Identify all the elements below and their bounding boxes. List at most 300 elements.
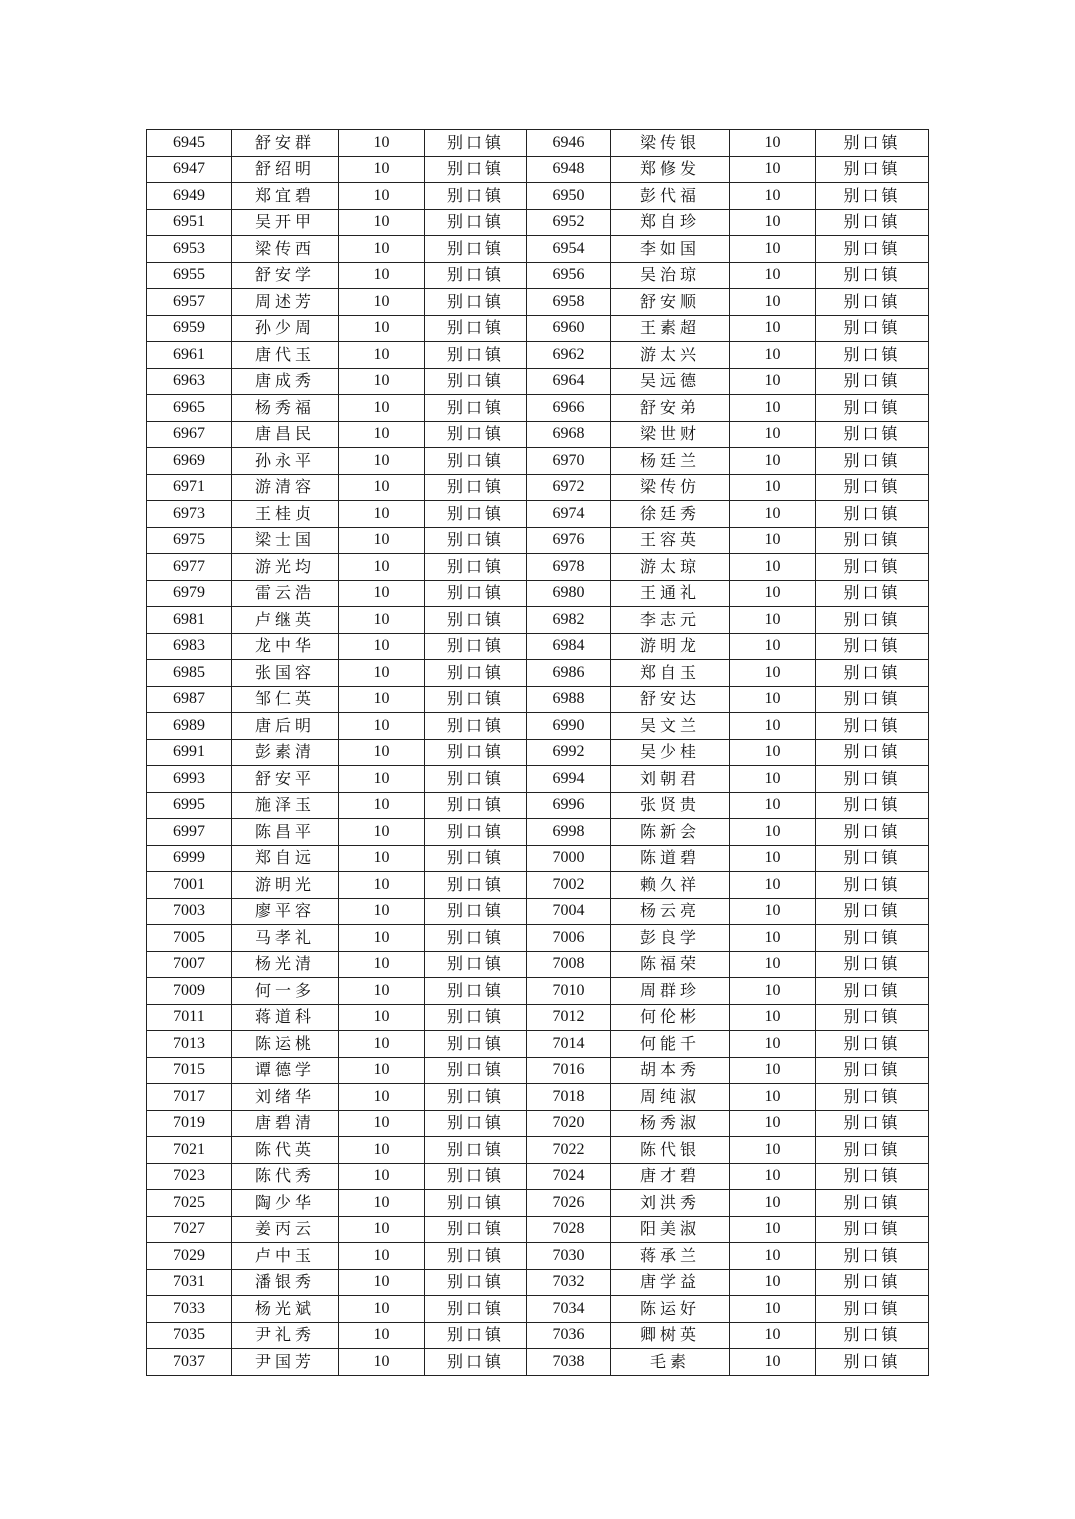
right-person-name-cell: 郑自玉 (611, 660, 730, 687)
left-person-name-cell: 蒋道科 (232, 1004, 339, 1031)
right-town-cell: 别口镇 (816, 1243, 929, 1270)
right-person-name-cell: 蒋承兰 (611, 1243, 730, 1270)
right-person-name-cell: 赖久祥 (611, 872, 730, 899)
table-row (147, 1296, 929, 1323)
left-person-name-cell: 杨秀福 (232, 395, 339, 422)
right-amount-cell: 10 (730, 607, 816, 634)
right-serial-number-cell: 6980 (527, 580, 611, 607)
table-row (147, 739, 929, 766)
left-amount-cell: 10 (339, 1031, 425, 1058)
right-person-name-cell: 陈福荣 (611, 951, 730, 978)
right-town-cell: 别口镇 (816, 342, 929, 369)
table-row (147, 262, 929, 289)
left-person-name-cell: 舒安学 (232, 262, 339, 289)
left-person-name-cell: 彭素清 (232, 739, 339, 766)
right-town-cell: 别口镇 (816, 739, 929, 766)
left-town-cell: 别口镇 (425, 183, 527, 210)
left-serial-number-cell: 7017 (147, 1084, 232, 1111)
left-person-name-cell: 谭德学 (232, 1057, 339, 1084)
right-amount-cell: 10 (730, 925, 816, 952)
left-serial-number-cell: 6969 (147, 448, 232, 475)
right-town-cell: 别口镇 (816, 580, 929, 607)
right-town-cell: 别口镇 (816, 395, 929, 422)
right-town-cell: 别口镇 (816, 1084, 929, 1111)
right-person-name-cell: 唐才碧 (611, 1163, 730, 1190)
right-person-name-cell: 张贤贵 (611, 792, 730, 819)
table-row (147, 819, 929, 846)
table-row (147, 501, 929, 528)
left-person-name-cell: 刘绪华 (232, 1084, 339, 1111)
right-person-name-cell: 周纯淑 (611, 1084, 730, 1111)
table-row (147, 1084, 929, 1111)
right-person-name-cell: 梁传银 (611, 130, 730, 157)
right-town-cell: 别口镇 (816, 130, 929, 157)
left-serial-number-cell: 6999 (147, 845, 232, 872)
table-row (147, 925, 929, 952)
right-amount-cell: 10 (730, 315, 816, 342)
left-serial-number-cell: 7027 (147, 1216, 232, 1243)
right-town-cell: 别口镇 (816, 1137, 929, 1164)
left-person-name-cell: 尹礼秀 (232, 1322, 339, 1349)
left-person-name-cell: 唐昌民 (232, 421, 339, 448)
right-amount-cell: 10 (730, 1004, 816, 1031)
left-serial-number-cell: 6965 (147, 395, 232, 422)
left-person-name-cell: 邹仁英 (232, 686, 339, 713)
right-town-cell: 别口镇 (816, 1349, 929, 1376)
table-row (147, 1057, 929, 1084)
right-town-cell: 别口镇 (816, 1269, 929, 1296)
right-amount-cell: 10 (730, 845, 816, 872)
right-person-name-cell: 卿树英 (611, 1322, 730, 1349)
left-town-cell: 别口镇 (425, 236, 527, 263)
left-person-name-cell: 陈代秀 (232, 1163, 339, 1190)
right-town-cell: 别口镇 (816, 872, 929, 899)
table-row (147, 156, 929, 183)
left-person-name-cell: 廖平容 (232, 898, 339, 925)
left-town-cell: 别口镇 (425, 1163, 527, 1190)
left-person-name-cell: 郑宜碧 (232, 183, 339, 210)
left-serial-number-cell: 7021 (147, 1137, 232, 1164)
left-person-name-cell: 游清容 (232, 474, 339, 501)
table-row (147, 342, 929, 369)
left-serial-number-cell: 6945 (147, 130, 232, 157)
left-amount-cell: 10 (339, 951, 425, 978)
table-row (147, 686, 929, 713)
right-serial-number-cell: 6994 (527, 766, 611, 793)
left-amount-cell: 10 (339, 1137, 425, 1164)
left-town-cell: 别口镇 (425, 1296, 527, 1323)
left-person-name-cell: 马孝礼 (232, 925, 339, 952)
right-amount-cell: 10 (730, 1084, 816, 1111)
right-amount-cell: 10 (730, 527, 816, 554)
left-serial-number-cell: 6993 (147, 766, 232, 793)
left-town-cell: 别口镇 (425, 898, 527, 925)
table-row (147, 448, 929, 475)
left-amount-cell: 10 (339, 872, 425, 899)
left-amount-cell: 10 (339, 315, 425, 342)
left-amount-cell: 10 (339, 130, 425, 157)
right-amount-cell: 10 (730, 262, 816, 289)
right-serial-number-cell: 6990 (527, 713, 611, 740)
left-town-cell: 别口镇 (425, 633, 527, 660)
right-person-name-cell: 李如国 (611, 236, 730, 263)
left-serial-number-cell: 6961 (147, 342, 232, 369)
left-amount-cell: 10 (339, 421, 425, 448)
right-town-cell: 别口镇 (816, 633, 929, 660)
left-amount-cell: 10 (339, 474, 425, 501)
left-person-name-cell: 陈昌平 (232, 819, 339, 846)
right-person-name-cell: 陈代银 (611, 1137, 730, 1164)
right-person-name-cell: 徐廷秀 (611, 501, 730, 528)
left-town-cell: 别口镇 (425, 315, 527, 342)
right-town-cell: 别口镇 (816, 262, 929, 289)
left-town-cell: 别口镇 (425, 262, 527, 289)
right-serial-number-cell: 6966 (527, 395, 611, 422)
right-town-cell: 别口镇 (816, 1296, 929, 1323)
table-row (147, 713, 929, 740)
right-person-name-cell: 杨云亮 (611, 898, 730, 925)
right-serial-number-cell: 6948 (527, 156, 611, 183)
right-person-name-cell: 杨廷兰 (611, 448, 730, 475)
right-person-name-cell: 游明龙 (611, 633, 730, 660)
left-town-cell: 别口镇 (425, 739, 527, 766)
right-person-name-cell: 陈运好 (611, 1296, 730, 1323)
right-town-cell: 别口镇 (816, 501, 929, 528)
right-town-cell: 别口镇 (816, 1322, 929, 1349)
left-amount-cell: 10 (339, 792, 425, 819)
left-town-cell: 别口镇 (425, 607, 527, 634)
right-town-cell: 别口镇 (816, 156, 929, 183)
left-amount-cell: 10 (339, 580, 425, 607)
right-town-cell: 别口镇 (816, 792, 929, 819)
right-amount-cell: 10 (730, 1269, 816, 1296)
left-person-name-cell: 姜丙云 (232, 1216, 339, 1243)
right-town-cell: 别口镇 (816, 607, 929, 634)
table-row (147, 580, 929, 607)
right-serial-number-cell: 7016 (527, 1057, 611, 1084)
right-town-cell: 别口镇 (816, 368, 929, 395)
right-town-cell: 别口镇 (816, 1190, 929, 1217)
right-serial-number-cell: 7024 (527, 1163, 611, 1190)
left-town-cell: 别口镇 (425, 792, 527, 819)
left-town-cell: 别口镇 (425, 368, 527, 395)
right-amount-cell: 10 (730, 209, 816, 236)
left-town-cell: 别口镇 (425, 660, 527, 687)
right-serial-number-cell: 6988 (527, 686, 611, 713)
left-serial-number-cell: 7019 (147, 1110, 232, 1137)
right-serial-number-cell: 6956 (527, 262, 611, 289)
right-serial-number-cell: 6962 (527, 342, 611, 369)
table-row (147, 183, 929, 210)
left-town-cell: 别口镇 (425, 1057, 527, 1084)
left-serial-number-cell: 6981 (147, 607, 232, 634)
right-person-name-cell: 刘朝君 (611, 766, 730, 793)
roster-table (146, 129, 929, 1376)
right-person-name-cell: 舒安弟 (611, 395, 730, 422)
right-serial-number-cell: 7038 (527, 1349, 611, 1376)
right-serial-number-cell: 7014 (527, 1031, 611, 1058)
right-person-name-cell: 郑自珍 (611, 209, 730, 236)
left-amount-cell: 10 (339, 554, 425, 581)
left-person-name-cell: 龙中华 (232, 633, 339, 660)
right-amount-cell: 10 (730, 448, 816, 475)
left-person-name-cell: 梁传西 (232, 236, 339, 263)
left-amount-cell: 10 (339, 209, 425, 236)
right-serial-number-cell: 6960 (527, 315, 611, 342)
right-person-name-cell: 唐学益 (611, 1269, 730, 1296)
left-person-name-cell: 雷云浩 (232, 580, 339, 607)
right-town-cell: 别口镇 (816, 819, 929, 846)
left-amount-cell: 10 (339, 713, 425, 740)
left-amount-cell: 10 (339, 1349, 425, 1376)
table-row (147, 792, 929, 819)
roster-body (147, 130, 929, 1376)
left-amount-cell: 10 (339, 1322, 425, 1349)
right-serial-number-cell: 6950 (527, 183, 611, 210)
left-town-cell: 别口镇 (425, 1216, 527, 1243)
left-person-name-cell: 卢中玉 (232, 1243, 339, 1270)
table-row (147, 289, 929, 316)
left-serial-number-cell: 6983 (147, 633, 232, 660)
right-amount-cell: 10 (730, 1057, 816, 1084)
left-serial-number-cell: 6949 (147, 183, 232, 210)
left-amount-cell: 10 (339, 978, 425, 1005)
right-person-name-cell: 陈道碧 (611, 845, 730, 872)
right-amount-cell: 10 (730, 421, 816, 448)
right-person-name-cell: 何伦彬 (611, 1004, 730, 1031)
left-amount-cell: 10 (339, 1004, 425, 1031)
table-row (147, 766, 929, 793)
left-serial-number-cell: 7015 (147, 1057, 232, 1084)
right-town-cell: 别口镇 (816, 845, 929, 872)
left-serial-number-cell: 7029 (147, 1243, 232, 1270)
right-amount-cell: 10 (730, 951, 816, 978)
right-amount-cell: 10 (730, 739, 816, 766)
right-town-cell: 别口镇 (816, 554, 929, 581)
left-serial-number-cell: 7011 (147, 1004, 232, 1031)
left-serial-number-cell: 6985 (147, 660, 232, 687)
right-amount-cell: 10 (730, 978, 816, 1005)
left-person-name-cell: 潘银秀 (232, 1269, 339, 1296)
right-amount-cell: 10 (730, 766, 816, 793)
right-serial-number-cell: 6984 (527, 633, 611, 660)
left-town-cell: 别口镇 (425, 845, 527, 872)
right-serial-number-cell: 6952 (527, 209, 611, 236)
right-serial-number-cell: 7032 (527, 1269, 611, 1296)
table-row (147, 1322, 929, 1349)
right-town-cell: 别口镇 (816, 660, 929, 687)
left-serial-number-cell: 6953 (147, 236, 232, 263)
left-town-cell: 别口镇 (425, 978, 527, 1005)
table-row (147, 368, 929, 395)
left-amount-cell: 10 (339, 262, 425, 289)
left-person-name-cell: 杨光斌 (232, 1296, 339, 1323)
table-row (147, 554, 929, 581)
right-amount-cell: 10 (730, 1190, 816, 1217)
right-person-name-cell: 刘洪秀 (611, 1190, 730, 1217)
right-town-cell: 别口镇 (816, 713, 929, 740)
left-amount-cell: 10 (339, 766, 425, 793)
right-amount-cell: 10 (730, 713, 816, 740)
left-amount-cell: 10 (339, 527, 425, 554)
right-serial-number-cell: 6946 (527, 130, 611, 157)
table-row (147, 474, 929, 501)
left-town-cell: 别口镇 (425, 951, 527, 978)
right-person-name-cell: 李志元 (611, 607, 730, 634)
left-serial-number-cell: 6973 (147, 501, 232, 528)
table-row (147, 1216, 929, 1243)
left-serial-number-cell: 6947 (147, 156, 232, 183)
left-person-name-cell: 张国容 (232, 660, 339, 687)
right-serial-number-cell: 7002 (527, 872, 611, 899)
right-amount-cell: 10 (730, 342, 816, 369)
right-serial-number-cell: 6986 (527, 660, 611, 687)
right-amount-cell: 10 (730, 1349, 816, 1376)
left-person-name-cell: 何一多 (232, 978, 339, 1005)
left-serial-number-cell: 6975 (147, 527, 232, 554)
right-person-name-cell: 吴少桂 (611, 739, 730, 766)
right-town-cell: 别口镇 (816, 686, 929, 713)
left-town-cell: 别口镇 (425, 474, 527, 501)
table-row (147, 395, 929, 422)
left-town-cell: 别口镇 (425, 872, 527, 899)
right-amount-cell: 10 (730, 501, 816, 528)
right-amount-cell: 10 (730, 580, 816, 607)
left-amount-cell: 10 (339, 1243, 425, 1270)
right-serial-number-cell: 6996 (527, 792, 611, 819)
right-person-name-cell: 阳美淑 (611, 1216, 730, 1243)
left-serial-number-cell: 6955 (147, 262, 232, 289)
right-town-cell: 别口镇 (816, 898, 929, 925)
left-person-name-cell: 尹国芳 (232, 1349, 339, 1376)
table-row (147, 236, 929, 263)
right-town-cell: 别口镇 (816, 766, 929, 793)
right-town-cell: 别口镇 (816, 951, 929, 978)
left-town-cell: 别口镇 (425, 448, 527, 475)
left-town-cell: 别口镇 (425, 501, 527, 528)
right-amount-cell: 10 (730, 554, 816, 581)
left-serial-number-cell: 7001 (147, 872, 232, 899)
table-row (147, 1269, 929, 1296)
table-row (147, 1243, 929, 1270)
right-amount-cell: 10 (730, 1216, 816, 1243)
left-serial-number-cell: 7009 (147, 978, 232, 1005)
right-serial-number-cell: 7010 (527, 978, 611, 1005)
left-town-cell: 别口镇 (425, 1322, 527, 1349)
right-person-name-cell: 郑修发 (611, 156, 730, 183)
left-town-cell: 别口镇 (425, 580, 527, 607)
right-amount-cell: 10 (730, 130, 816, 157)
right-amount-cell: 10 (730, 660, 816, 687)
left-serial-number-cell: 7005 (147, 925, 232, 952)
right-town-cell: 别口镇 (816, 315, 929, 342)
left-serial-number-cell: 6957 (147, 289, 232, 316)
right-person-name-cell: 吴治琼 (611, 262, 730, 289)
table-row (147, 209, 929, 236)
left-amount-cell: 10 (339, 660, 425, 687)
right-person-name-cell: 彭良学 (611, 925, 730, 952)
left-amount-cell: 10 (339, 448, 425, 475)
right-serial-number-cell: 7030 (527, 1243, 611, 1270)
left-amount-cell: 10 (339, 342, 425, 369)
left-town-cell: 别口镇 (425, 156, 527, 183)
left-amount-cell: 10 (339, 289, 425, 316)
left-person-name-cell: 孙永平 (232, 448, 339, 475)
left-serial-number-cell: 6959 (147, 315, 232, 342)
left-person-name-cell: 卢继英 (232, 607, 339, 634)
left-amount-cell: 10 (339, 1057, 425, 1084)
right-person-name-cell: 游太琼 (611, 554, 730, 581)
left-amount-cell: 10 (339, 1216, 425, 1243)
table-row (147, 1110, 929, 1137)
left-town-cell: 别口镇 (425, 713, 527, 740)
left-town-cell: 别口镇 (425, 554, 527, 581)
left-town-cell: 别口镇 (425, 1110, 527, 1137)
right-serial-number-cell: 6978 (527, 554, 611, 581)
right-amount-cell: 10 (730, 1110, 816, 1137)
right-serial-number-cell: 6958 (527, 289, 611, 316)
right-serial-number-cell: 7000 (527, 845, 611, 872)
left-person-name-cell: 舒安群 (232, 130, 339, 157)
right-town-cell: 别口镇 (816, 183, 929, 210)
right-amount-cell: 10 (730, 395, 816, 422)
left-person-name-cell: 游明光 (232, 872, 339, 899)
right-serial-number-cell: 7004 (527, 898, 611, 925)
right-town-cell: 别口镇 (816, 448, 929, 475)
left-person-name-cell: 梁士国 (232, 527, 339, 554)
right-person-name-cell: 吴远德 (611, 368, 730, 395)
right-amount-cell: 10 (730, 898, 816, 925)
right-serial-number-cell: 7008 (527, 951, 611, 978)
left-serial-number-cell: 6967 (147, 421, 232, 448)
left-amount-cell: 10 (339, 607, 425, 634)
right-amount-cell: 10 (730, 1296, 816, 1323)
right-amount-cell: 10 (730, 183, 816, 210)
table-row (147, 1163, 929, 1190)
right-person-name-cell: 梁传仿 (611, 474, 730, 501)
right-amount-cell: 10 (730, 1137, 816, 1164)
left-amount-cell: 10 (339, 925, 425, 952)
right-amount-cell: 10 (730, 686, 816, 713)
table-row (147, 660, 929, 687)
left-amount-cell: 10 (339, 183, 425, 210)
left-town-cell: 别口镇 (425, 289, 527, 316)
right-amount-cell: 10 (730, 819, 816, 846)
left-person-name-cell: 唐成秀 (232, 368, 339, 395)
left-serial-number-cell: 6989 (147, 713, 232, 740)
left-amount-cell: 10 (339, 1296, 425, 1323)
left-town-cell: 别口镇 (425, 1031, 527, 1058)
right-serial-number-cell: 7022 (527, 1137, 611, 1164)
left-town-cell: 别口镇 (425, 819, 527, 846)
left-serial-number-cell: 6971 (147, 474, 232, 501)
right-person-name-cell: 舒安达 (611, 686, 730, 713)
left-town-cell: 别口镇 (425, 1243, 527, 1270)
left-serial-number-cell: 7035 (147, 1322, 232, 1349)
right-amount-cell: 10 (730, 1322, 816, 1349)
right-town-cell: 别口镇 (816, 527, 929, 554)
right-amount-cell: 10 (730, 1163, 816, 1190)
right-town-cell: 别口镇 (816, 1163, 929, 1190)
left-serial-number-cell: 7007 (147, 951, 232, 978)
left-person-name-cell: 舒安平 (232, 766, 339, 793)
table-row (147, 1349, 929, 1376)
right-serial-number-cell: 7012 (527, 1004, 611, 1031)
left-amount-cell: 10 (339, 368, 425, 395)
left-serial-number-cell: 7037 (147, 1349, 232, 1376)
right-person-name-cell: 王素超 (611, 315, 730, 342)
table-row (147, 315, 929, 342)
